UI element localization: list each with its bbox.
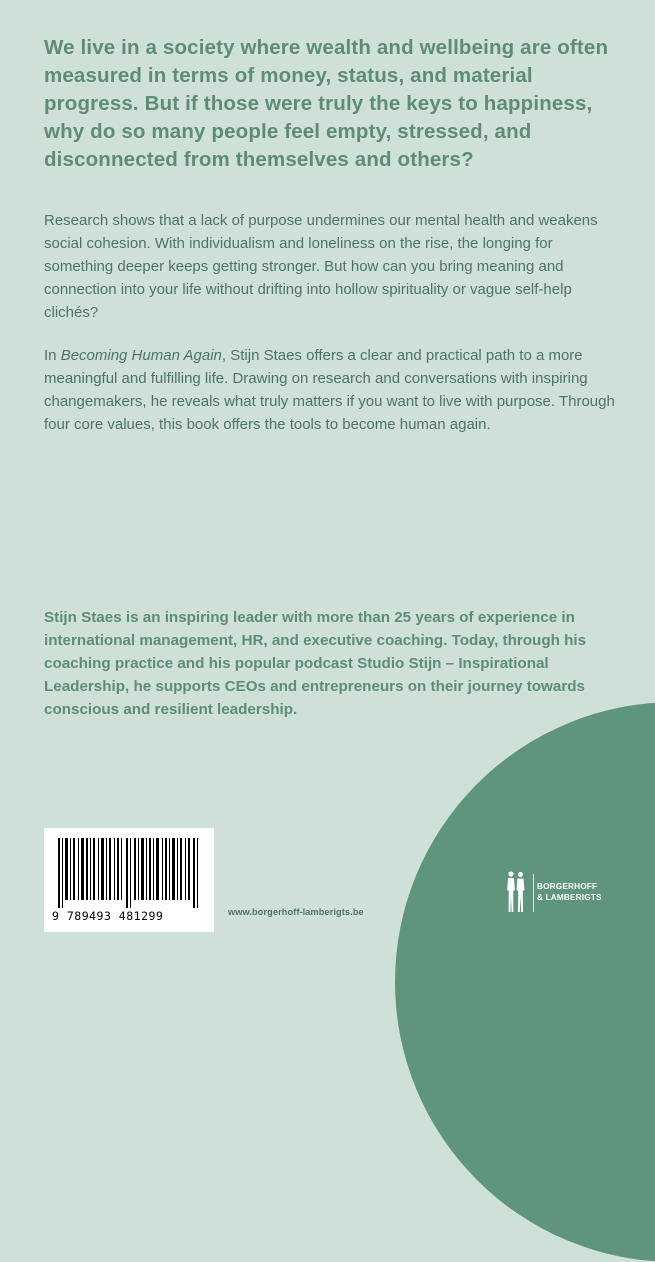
two-figures-icon [504, 870, 528, 914]
publisher-line-1: BORGERHOFF [537, 882, 598, 891]
paragraph-2-suffix: , Stijn Staes offers a clear and practical path to a more meaningful and fulfilling life. Drawing on research and conversations with inspiring changemakers, he reveals what truly matters if you want to live with purpose. Through four core values, this book offers the tools to become human again. [44, 347, 615, 433]
book-title: Becoming Human Again [60, 347, 222, 364]
publisher-line-2: & LAMBERIGTS [537, 892, 602, 902]
publisher-logo [497, 868, 627, 920]
paragraph-2-prefix: In [44, 347, 61, 364]
publisher-website: www.borgerhoff-lamberigts.be [228, 907, 364, 917]
publisher-name [537, 882, 625, 903]
description-paragraph-1: Research shows that a lack of purpose undermines our mental health and weakens social cohesion. With individualism and loneliness on the rise, the longing for something deeper keeps getting stronger. But how can you bring meaning and connection into your life without drifting into hollow spirituality or vague self-help clichés? [44, 212, 598, 321]
barcode-box [44, 828, 214, 932]
author-bio: Stijn Staes is an inspiring leader with more than 25 years of experience in international management, HR, and executive coaching. Today, through his coaching practice and his popular podcast Studio Stijn – Inspirational Leadership, he supports CEOs and entrepreneurs on their journey towards conscious and resilient leadership. [44, 609, 587, 718]
publisher-divider [533, 874, 534, 912]
cover-blurb: We live in a society where wealth and wellbeing are often measured in terms of money, status, and material progress. But if those were truly the keys to happiness, why do so many people feel empty, stressed, and disconnected from themselves and others? [44, 36, 609, 171]
description-paragraph-2 [44, 344, 619, 436]
isbn-number: 9 789493 481299 [52, 909, 164, 923]
barcode-icon [54, 838, 204, 908]
green-corner-shape [395, 702, 655, 1262]
